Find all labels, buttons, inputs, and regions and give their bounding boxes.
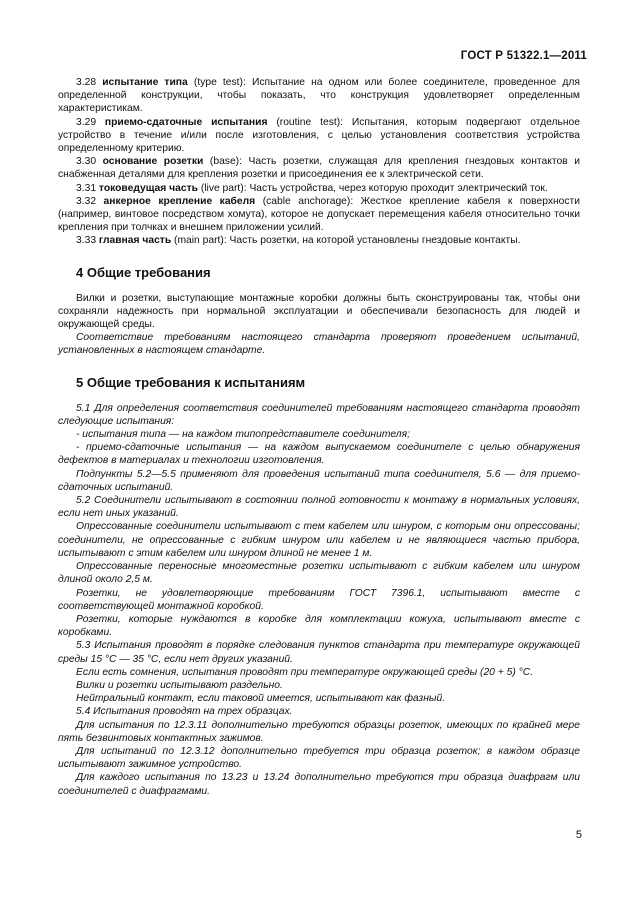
section5-paragraph: Вилки и розетки испытывают раздельно. <box>76 679 283 691</box>
section5-paragraph: Для каждого испытания по 13.23 и 13.24 дополнительно требуются три образца диафрагм или соединителей с диафрагмами. <box>58 772 580 797</box>
definition-text: (main part): Часть розетки, на которой установлены гнездовые контакты. <box>171 235 521 247</box>
section5-paragraph: Розетки, не удовлетворяющие требованиям ГОСТ 7396.1, испытывают вместе с соответствующей монтажной коробкой. <box>58 587 580 612</box>
section5-paragraph: Нейтральный контакт, если таковой имеется, испытывают как фазный. <box>76 693 446 705</box>
definition-item <box>58 155 580 181</box>
section5-paragraph: 5.3 Испытания проводят в порядке следования пунктов стандарта при температуре окружающей среды 15 °С — 35 °С, если нет других указаний. <box>58 640 580 665</box>
section5-paragraph: Если есть сомнения, испытания проводят при температуре окружающей среды (20 + 5) °С. <box>76 666 534 678</box>
definition-number: 3.29 <box>76 116 97 128</box>
section5-paragraph: - приемо-сдаточные испытания — на каждом выпускаемом соединителе с целью обнаружения дефектов в материалах и технологии изготовления. <box>58 442 580 467</box>
section5-paragraph: 5.4 Испытания проводят на трех образцах. <box>76 706 293 718</box>
section5-paragraph: 5.2 Соединители испытывают в состоянии полной готовности к монтажу в нормальных условиях, если нет иных указаний. <box>58 495 580 520</box>
definition-term: приемо-сдаточные испытания <box>104 116 268 128</box>
definition-item <box>58 76 580 116</box>
section5-paragraph: Опрессованные соединители испытывают с тем кабелем или шнуром, с которым они опрессованы; соединители, не опрессованные с гибким шнуром или кабелем и не являющиеся частью прибора, испытывают с этим кабелем или шнуром длиной не менее 1 м. <box>58 521 580 559</box>
definition-text: (base): Часть розетки, служащая для крепления гнездовых контактов и снабженная деталями для крепления розетки и присоединения ее к электрической сети. <box>58 156 580 181</box>
definition-item <box>58 116 580 156</box>
definition-number: 3.28 <box>76 77 97 88</box>
definition-text: (cable anchorage): Жесткое крепление кабеля к поверхности (например, винтовое посредством хомута), которое не допускает перемещения кабеля относительно точки крепления при толчках и внешнем приложении усилий. <box>58 195 581 234</box>
definition-term: основание розетки <box>102 156 204 168</box>
page-number: 5 <box>575 829 582 841</box>
definition-term: анкерное крепление кабеля <box>103 195 256 207</box>
definition-number: 3.33 <box>76 235 97 247</box>
definition-number: 3.31 <box>76 182 97 194</box>
definition-text: (live part): Часть устройства, через которую проходит электрический ток. <box>197 182 548 194</box>
section5-paragraph: Опрессованные переносные многоместные розетки испытывают с гибким кабелем или шнуром длиной около 2,5 м. <box>58 561 580 586</box>
definition-term: токоведущая часть <box>98 182 198 194</box>
definitions-list <box>58 76 580 248</box>
definition-text: (routine test): Испытания, которым подвергают отдельное устройство в течение и/или после изготовления, с целью установления соответствия устройства определенному критерию. <box>58 116 580 155</box>
section4-compliance-note: Соответствие требованиям настоящего стандарта проверяют проведением испытаний, установленных в настоящем стандарте. <box>58 332 580 357</box>
section5-paragraph: Для испытания по 12.3.11 дополнительно требуются образцы розеток, имеющих по крайней мере пять безвинтовых контактных зажимов. <box>58 719 580 744</box>
section5-paragraph: Для испытаний по 12.3.12 дополнительно требуется три образца розеток; в каждом образце испытывают зажимное устройство. <box>58 745 580 771</box>
section5-paragraph: Подпункты 5.2—5.5 применяют для проведения испытаний типа соединителя, 5.6 — для приемо-сдаточных испытаний. <box>58 468 580 493</box>
page-content <box>58 76 580 798</box>
section5-paragraph: 5.1 Для определения соответствия соединителей требованиям настоящего стандарта проводят следующие испытания: <box>58 402 580 427</box>
definition-term: главная часть <box>98 235 172 247</box>
definition-item <box>58 195 580 235</box>
section4-paragraph: Вилки и розетки, выступающие монтажные коробки должны быть сконструированы так, чтобы они сохраняли надежность при нормальной эксплуатации и обеспечивали безопасность для людей и окружающей среды. <box>58 292 580 331</box>
section5-paragraph: - испытания типа — на каждом типопредставителе соединителя; <box>76 429 410 441</box>
section-heading-4: 4 Общие требования <box>76 264 211 280</box>
definition-item <box>58 182 580 195</box>
section5-paragraph: Розетки, которые нуждаются в коробке для комплектации кожуха, испытывают вместе с коробками. <box>58 613 580 639</box>
section-heading-5: 5 Общие требования к испытаниям <box>76 374 306 390</box>
definition-item <box>58 234 580 247</box>
document-id-header: ГОСТ Р 51322.1—2011 <box>460 50 587 62</box>
definition-term: испытание типа <box>102 77 188 88</box>
definition-text: (type test): Испытание на одном или более соединителе, проведенное для определенной конструкции, чтобы показать, что конструкция удовлетворяет определенным характеристикам. <box>58 77 580 115</box>
definition-number: 3.32 <box>76 195 97 207</box>
definition-number: 3.30 <box>76 156 97 168</box>
